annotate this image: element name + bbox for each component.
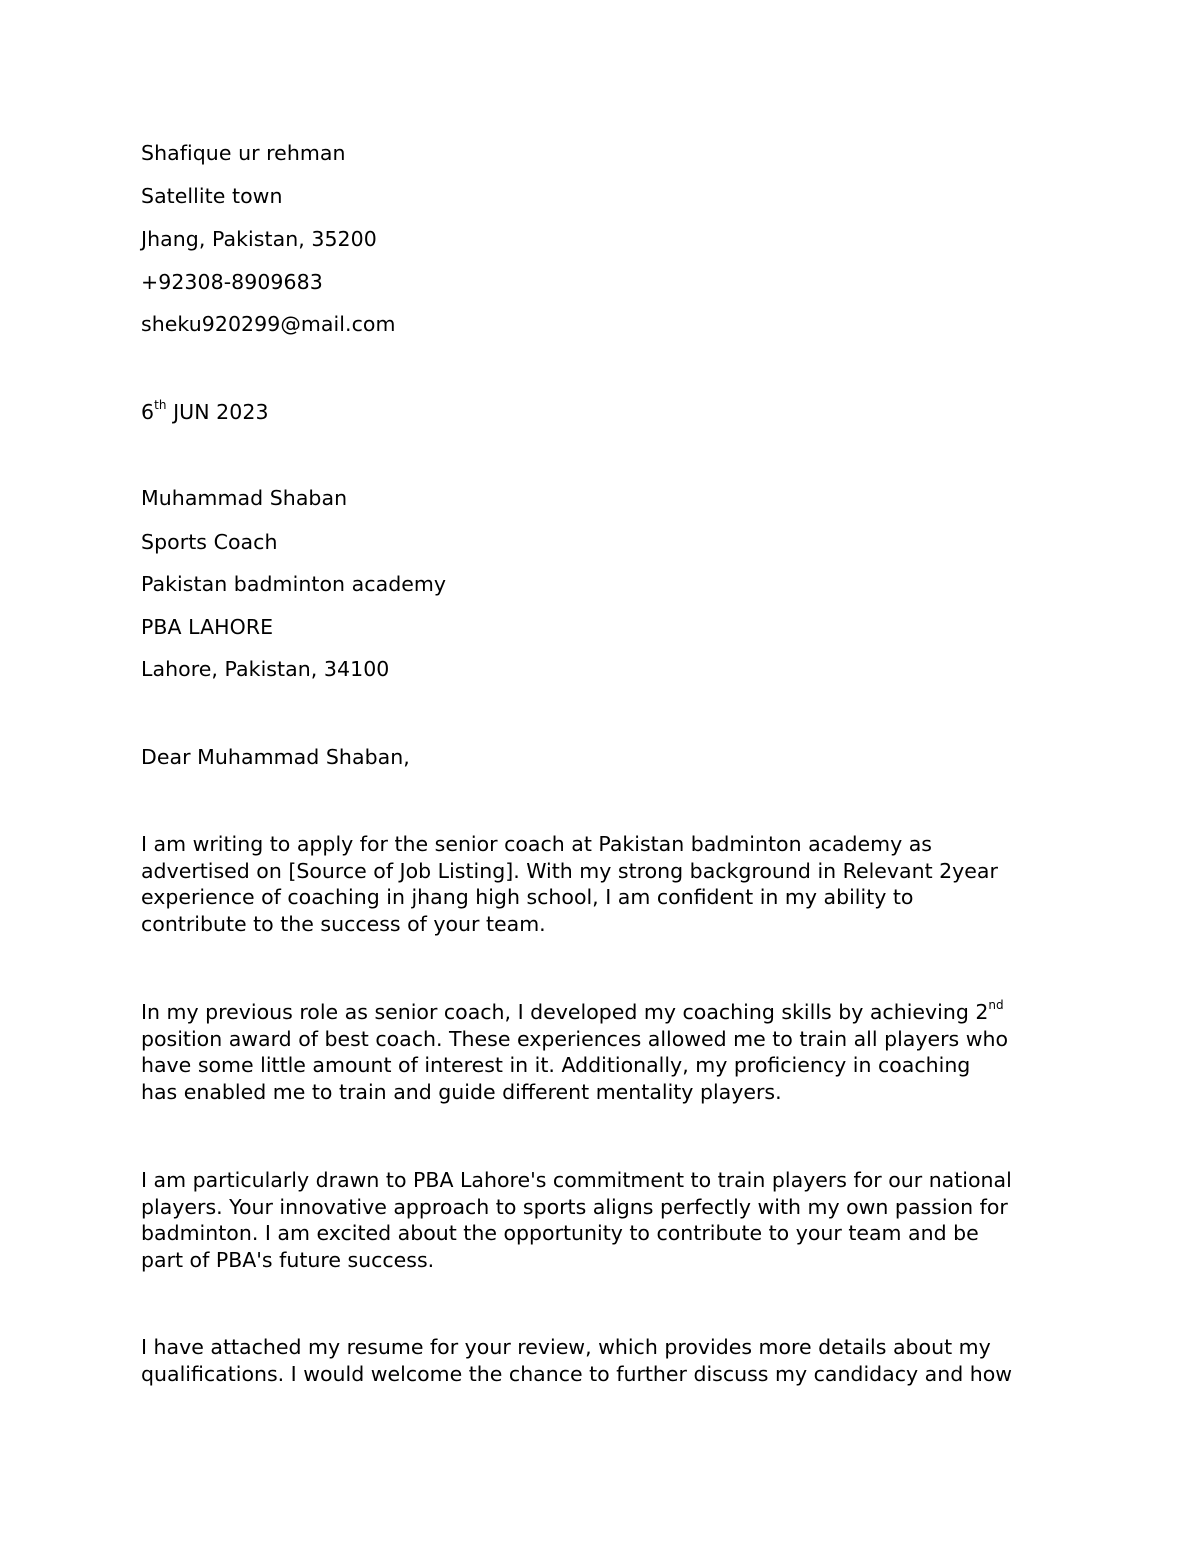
letter-date bbox=[141, 399, 269, 425]
paragraph-line: players. Your innovative approach to sports aligns perfectly with my own passion for bbox=[141, 1194, 1008, 1219]
paragraph-line: part of PBA's future success. bbox=[141, 1247, 435, 1272]
body-paragraph-1 bbox=[141, 831, 1071, 937]
body-paragraph-3 bbox=[141, 1167, 1071, 1273]
recipient-branch: PBA LAHORE bbox=[141, 615, 274, 639]
sender-email: sheku920299@mail.com bbox=[141, 312, 396, 336]
paragraph-line: qualifications. I would welcome the chance to further discuss my candidacy and how bbox=[141, 1361, 1013, 1386]
paragraph-line: have some little amount of interest in it. Additionally, my proficiency in coaching bbox=[141, 1053, 971, 1077]
paragraph-line: position award of best coach. These experiences allowed me to train all players who bbox=[141, 1026, 1009, 1051]
ordinal-suffix: nd bbox=[988, 998, 1004, 1013]
paragraph-line: I am writing to apply for the senior coach at Pakistan badminton academy as bbox=[141, 832, 932, 856]
date-rest: JUN 2023 bbox=[166, 400, 269, 424]
paragraph-line bbox=[141, 999, 1071, 1026]
paragraph-line: contribute to the success of your team. bbox=[141, 911, 546, 936]
body-paragraph-2 bbox=[141, 999, 1071, 1105]
paragraph-line: badminton. I am excited about the opportunity to contribute to your team and be bbox=[141, 1221, 979, 1245]
date-day: 6 bbox=[141, 400, 155, 424]
paragraph-line: experience of coaching in jhang high school, I am confident in my ability to bbox=[141, 885, 914, 909]
recipient-title: Sports Coach bbox=[141, 530, 278, 554]
paragraph-line: I am particularly drawn to PBA Lahore's commitment to train players for our national bbox=[141, 1168, 1012, 1192]
sender-phone: +92308-8909683 bbox=[141, 270, 323, 294]
recipient-city: Lahore, Pakistan, 34100 bbox=[141, 657, 390, 681]
paragraph-line: I have attached my resume for your review, which provides more details about my bbox=[141, 1335, 991, 1359]
paragraph-line-text: In my previous role as senior coach, I developed my coaching skills by achieving 2 bbox=[141, 1000, 989, 1024]
date-day-suffix: th bbox=[154, 398, 167, 413]
body-paragraph-4 bbox=[141, 1334, 1071, 1387]
sender-address: Satellite town bbox=[141, 184, 283, 208]
paragraph-line: advertised on [Source of Job Listing]. With my strong background in Relevant 2year bbox=[141, 858, 998, 883]
sender-city: Jhang, Pakistan, 35200 bbox=[141, 227, 377, 251]
sender-name: Shafique ur rehman bbox=[141, 141, 346, 165]
recipient-name: Muhammad Shaban bbox=[141, 486, 348, 510]
salutation: Dear Muhammad Shaban, bbox=[141, 745, 410, 769]
recipient-organization: Pakistan badminton academy bbox=[141, 572, 447, 596]
paragraph-line: has enabled me to train and guide different mentality players. bbox=[141, 1079, 782, 1104]
